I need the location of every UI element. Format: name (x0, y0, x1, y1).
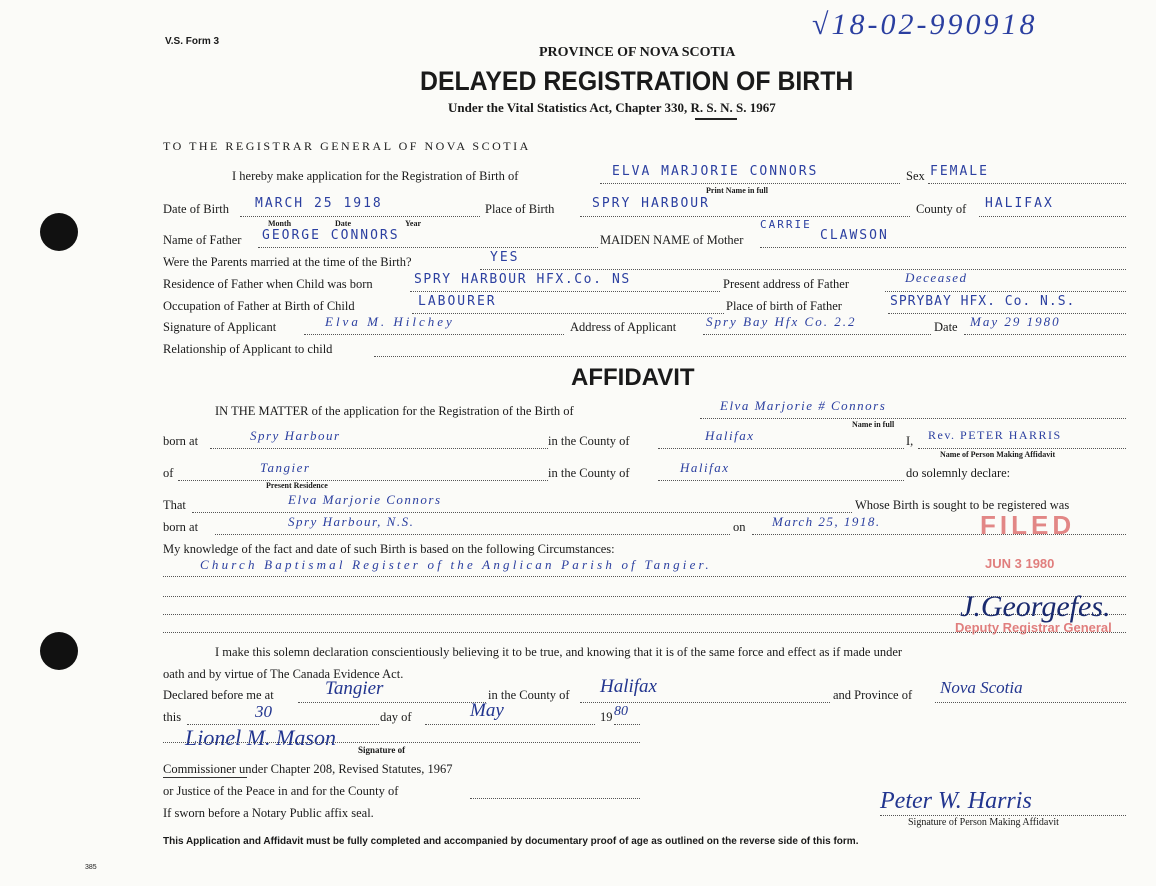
commissioner-signature: Lionel M. Mason (185, 725, 336, 750)
file-number: √18-02-990918 (812, 8, 1038, 41)
born-at-line-2 (215, 534, 730, 535)
declaration-line-1: I make this solemn declaration conscientiously believing it to be true, and knowing that it is of the same force and effect as if made under (215, 645, 903, 659)
occupation-value: LABOURER (418, 294, 497, 309)
form-title: DELAYED REGISTRATION OF BIRTH (420, 66, 854, 96)
married-label: Were the Parents married at the time of the Birth? (163, 255, 412, 269)
declared-county-label: in the County of (488, 688, 570, 702)
deponent-residence: Tangier (260, 460, 311, 475)
justice-line: or Justice of the Peace in and for the County of (163, 784, 399, 798)
present-address-label: Present address of Father (723, 277, 850, 291)
punch-hole-top (40, 213, 78, 251)
application-date: May 29 1980 (970, 314, 1061, 329)
declared-county: Halifax (600, 676, 657, 697)
footer-note: This Application and Affidavit must be fully completed and accompanied by documentary proof of age as outlined on the reverse side of this form. (163, 836, 859, 847)
residence-value: SPRY HARBOUR HFX.Co. NS (414, 272, 631, 287)
father-birthplace-label: Place of birth of Father (726, 299, 842, 313)
province-line (935, 702, 1126, 703)
deponent-name: Rev. PETER HARRIS (928, 428, 1062, 442)
month-line (425, 724, 595, 725)
applicant-signature-line (304, 334, 564, 335)
application-date-label: Date (934, 320, 958, 334)
dob-month-note: Month (268, 219, 292, 228)
county-value: HALIFAX (985, 196, 1054, 211)
married-line (480, 269, 1126, 270)
form-number: V.S. Form 3 (165, 36, 220, 47)
residence-line-aff (178, 480, 548, 481)
place-of-birth-value: SPRY HARBOUR (592, 196, 710, 211)
county-line (979, 216, 1126, 217)
county-of-label-2: in the County of (548, 466, 630, 480)
that-label: That (163, 498, 186, 512)
father-birthplace-value: SPRYBAY HFX. Co. N.S. (890, 294, 1076, 309)
deponent-signature-line (880, 815, 1126, 816)
declared-at-label: Declared before me at (163, 688, 274, 702)
born-at-value-2: Spry Harbour, N.S. (288, 514, 415, 529)
year-suffix: 80 (614, 704, 628, 719)
punch-hole-bottom (40, 632, 78, 670)
county-of-line-2 (658, 480, 904, 481)
commissioner-signature-line (163, 742, 640, 743)
deponent-signature: Peter W. Harris (880, 788, 1032, 814)
signature-of-note: Signature of (358, 745, 406, 755)
declared-at-line (298, 702, 486, 703)
sex-label: Sex (906, 169, 925, 183)
deponent-line (918, 448, 1126, 449)
dob-label: Date of Birth (163, 202, 229, 216)
commissioner-line: Commissioner under Chapter 208, Revised Statutes, 1967 (163, 762, 453, 776)
year-prefix: 19 (600, 710, 613, 724)
filed-stamp: FILED (980, 510, 1076, 540)
matter-name: Elva Marjorie # Connors (720, 398, 887, 413)
i-label: I, (906, 434, 914, 448)
father-name-label: Name of Father (163, 233, 242, 247)
commissioner-underline (163, 777, 247, 778)
applicant-address-line (703, 334, 931, 335)
application-intro: I hereby make application for the Registration of Birth of (232, 169, 519, 183)
province-of-label: and Province of (833, 688, 913, 702)
child-name-line (600, 183, 900, 184)
declared-province: Nova Scotia (940, 678, 1023, 697)
name-in-full-note: Name in full (852, 420, 895, 429)
mother-maiden-name: CLAWSON (820, 228, 889, 243)
relationship-line (374, 356, 1126, 357)
title-rule (695, 118, 737, 120)
to-registrar-line: TO THE REGISTRAR GENERAL OF NOVA SCOTIA (163, 139, 531, 153)
born-at-value: Spry Harbour (250, 428, 341, 443)
form-subtitle: Under the Vital Statistics Act, Chapter 330, R. S. N. S. 1967 (448, 100, 776, 115)
father-name-value: GEORGE CONNORS (262, 228, 400, 243)
present-address-line (885, 291, 1126, 292)
print-name-note: Print Name in full (706, 186, 768, 195)
knowledge-label: My knowledge of the fact and date of such Birth is based on the following Circumstances: (163, 542, 615, 556)
notary-line: If sworn before a Notary Public affix seal. (163, 806, 374, 820)
county-label: County of (916, 202, 967, 216)
this-label: this (163, 710, 182, 724)
present-address-value: Deceased (905, 270, 968, 285)
relationship-label: Relationship of Applicant to child (163, 342, 333, 356)
born-at-label: born at (163, 434, 199, 448)
dob-year-note: Year (405, 219, 421, 228)
sex-value: FEMALE (930, 164, 989, 179)
place-of-birth-line (580, 216, 910, 217)
county-of-value-2: Halifax (680, 460, 730, 475)
child-name: ELVA MARJORIE CONNORS (612, 164, 819, 179)
province-heading: PROVINCE OF NOVA SCOTIA (539, 45, 736, 60)
place-of-birth-label: Place of Birth (485, 202, 555, 216)
filed-date-stamp: JUN 3 1980 (985, 556, 1055, 571)
circumstances-line-1 (163, 576, 1126, 577)
applicant-address-label: Address of Applicant (570, 320, 677, 334)
residence-label: Residence of Father when Child was born (163, 277, 373, 291)
year-line (614, 724, 640, 725)
matter-line (700, 418, 1126, 419)
occupation-line (412, 313, 724, 314)
applicant-signature: Elva M. Hilchey (325, 314, 455, 329)
sex-line (928, 183, 1126, 184)
month-value: May (470, 700, 504, 721)
born-at-label-2: born at (163, 520, 199, 534)
declared-place: Tangier (325, 678, 384, 699)
footer-code: 385 (85, 864, 97, 871)
birth-date-value: March 25, 1918. (772, 514, 881, 529)
county-of-label-1: in the County of (548, 434, 630, 448)
justice-county-line (470, 798, 640, 799)
father-name-line (258, 247, 598, 248)
whose-birth-label: Whose Birth is sought to be registered was (855, 498, 1070, 512)
of-label: of (163, 466, 174, 480)
born-at-line (210, 448, 548, 449)
affidavit-heading: AFFIDAVIT (571, 364, 695, 391)
declaration-line-2: oath and by virtue of The Canada Evidence Act. (163, 667, 404, 681)
applicant-address: Spry Bay Hfx Co. 2.2 (706, 314, 857, 329)
matter-label: IN THE MATTER of the application for the Registration of the Birth of (215, 404, 574, 418)
day-value: 30 (255, 702, 272, 721)
that-line (192, 512, 852, 513)
mother-first-name: CARRIE (760, 218, 812, 231)
registrar-signature: J.Georgefes. (960, 590, 1111, 623)
county-of-line-1 (658, 448, 904, 449)
deputy-registrar-stamp: Deputy Registrar General (955, 620, 1112, 635)
application-date-line (964, 334, 1126, 335)
day-of-label: day of (380, 710, 412, 724)
on-label: on (733, 520, 746, 534)
occupation-label: Occupation of Father at Birth of Child (163, 299, 355, 313)
dob-date-note: Date (335, 219, 351, 228)
circumstances-value: Church Baptismal Register of the Anglican Parish of Tangier. (200, 557, 712, 572)
county-of-value-1: Halifax (705, 428, 755, 443)
declared-county-line (580, 702, 830, 703)
residence-line (410, 291, 720, 292)
maiden-name-label: MAIDEN NAME of Mother (600, 233, 744, 247)
married-value: YES (490, 250, 520, 265)
maiden-name-line (760, 247, 1126, 248)
dob-value: MARCH 25 1918 (255, 196, 383, 211)
deponent-note: Name of Person Making Affidavit (940, 450, 1056, 459)
declare-label: do solemnly declare: (906, 466, 1011, 480)
present-residence-note: Present Residence (266, 481, 328, 490)
that-name: Elva Marjorie Connors (288, 492, 442, 507)
deponent-signature-label: Signature of Person Making Affidavit (908, 817, 1059, 828)
applicant-signature-label: Signature of Applicant (163, 320, 277, 334)
dob-line (240, 216, 480, 217)
